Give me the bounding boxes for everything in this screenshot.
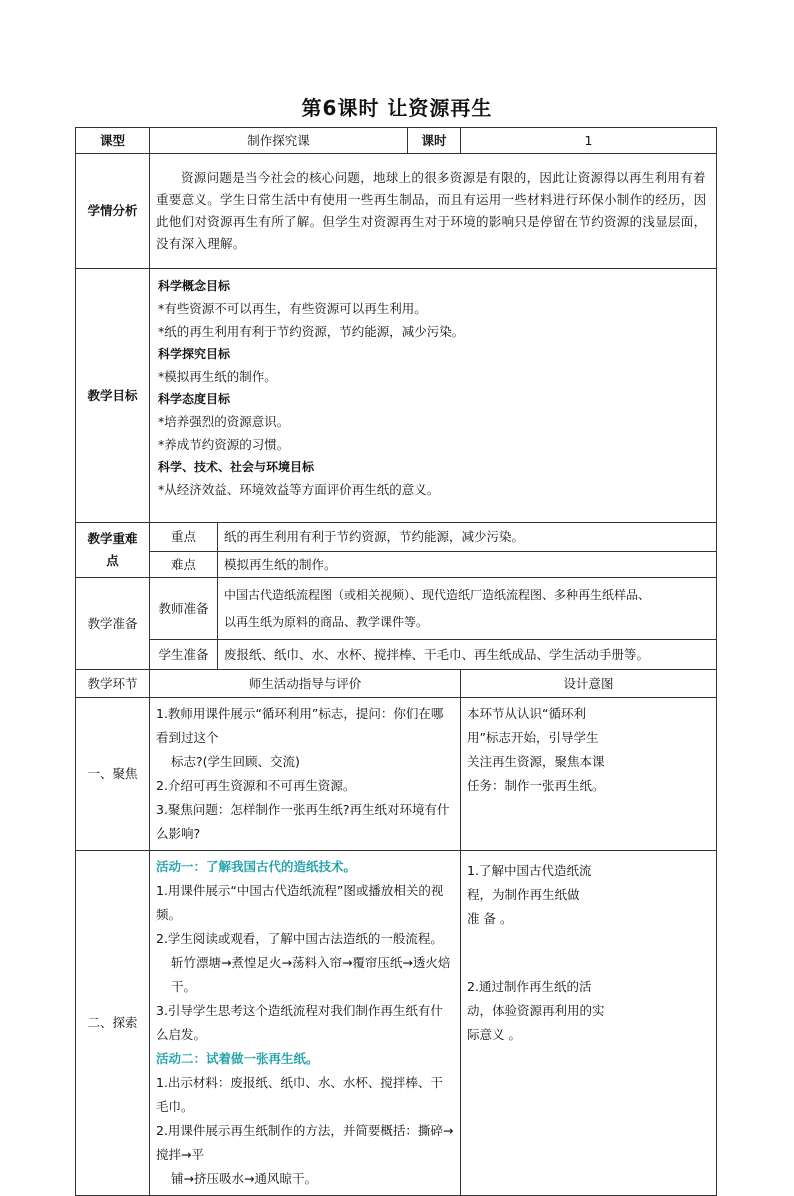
goal-heading: 科学、技术、社会与环境目标 <box>158 460 315 474</box>
table-row <box>76 698 717 851</box>
difficulty-label: 难点 <box>150 552 218 578</box>
goals-content <box>150 269 717 523</box>
type-value: 制作探究课 <box>150 128 408 154</box>
stage2-intent <box>461 851 717 1196</box>
activity-line: 1.出示材料：废报纸、纸巾、水、水杯、搅拌棒、干毛巾。 <box>156 1075 443 1114</box>
activity-line: 1.教师用课件展示“循环利用”标志，提问：你们在哪看到过这个 <box>156 706 444 745</box>
activity-line: 1.用课件展示“中国古代造纸流程”图或播放相关的视频。 <box>156 883 444 922</box>
analysis-text: 资源问题是当今社会的核心问题，地球上的很多资源是有限的，因此让资源得以再生利用有着重要意义。学生日常生活中有使用一些再生制品，而且有运用一些材料进行环保小制作的经历，因此他们对资源再生有所了解。但学生对资源再生对于环境的影响只是停留在节约资源的浅显层面，没有深入理解。 <box>150 154 717 269</box>
intent-line: 任务：制作一张再生纸。 <box>467 778 605 793</box>
stage1-activities <box>150 698 461 851</box>
intent-line: 1.了解中国古代造纸流 <box>467 863 592 878</box>
page-title: 第6课时 让资源再生 <box>301 96 493 120</box>
goal-item: *有些资源不可以再生，有些资源可以再生利用。 <box>158 301 427 316</box>
activity-line: 3.引导学生思考这个造纸流程对我们制作再生纸有什么启发。 <box>156 1003 443 1042</box>
intent-line: 准 备 。 <box>467 911 513 926</box>
student-prep-text: 废报纸、纸巾、水、水杯、搅拌棒、干毛巾、再生纸成品、学生活动手册等。 <box>218 640 717 670</box>
analysis-label: 学情分析 <box>76 154 150 269</box>
teacher-prep-line: 中国古代造纸流程图（或相关视频）、现代造纸厂造纸流程图、多种再生纸样品、 <box>224 587 651 602</box>
stage2-label: 二、探索 <box>76 851 150 1196</box>
intent-line: 2.通过制作再生纸的活 <box>467 979 592 994</box>
teacher-prep-line: 以再生纸为原料的商品、教学课件等。 <box>224 614 429 629</box>
activity-line: 2.介绍可再生资源和不可再生资源。 <box>156 778 356 793</box>
activity-line: 3.聚焦问题：怎样制作一张再生纸?再生纸对环境有什么影响? <box>156 802 450 841</box>
activity-line: 标志?(学生回顾、交流) <box>171 754 300 769</box>
intent-col-header: 设计意图 <box>461 670 717 698</box>
table-row <box>76 552 717 578</box>
activity-line: 2.用课件展示再生纸制作的方法，并简要概括：撕碎→搅拌→平 <box>156 1123 454 1162</box>
activity-line: 铺→挤压吸水→通风晾干。 <box>171 1171 317 1186</box>
stage-col-header: 教学环节 <box>76 670 150 698</box>
activity-heading: 活动一：了解我国古代的造纸技术。 <box>156 859 357 874</box>
table-row <box>76 670 717 698</box>
focus-label: 重点 <box>150 523 218 552</box>
goal-item: *养成节约资源的习惯。 <box>158 437 290 452</box>
table-row <box>76 269 717 523</box>
teacher-prep-text <box>218 578 717 640</box>
goal-item: *从经济效益、环境效益等方面评价再生纸的意义。 <box>158 482 440 497</box>
table-row <box>76 640 717 670</box>
spacer <box>467 931 710 975</box>
stage1-intent <box>461 698 717 851</box>
goal-heading: 科学概念目标 <box>158 279 231 293</box>
goal-heading: 科学态度目标 <box>158 392 231 406</box>
difficulty-text: 模拟再生纸的制作。 <box>218 552 717 578</box>
goal-item: *纸的再生利用有利于节约资源，节约能源，减少污染。 <box>158 324 465 339</box>
type-label: 课型 <box>76 128 150 154</box>
activity-heading: 活动二：试着做一张再生纸。 <box>156 1051 319 1066</box>
intent-line: 际意义 。 <box>467 1027 521 1042</box>
period-value: 1 <box>461 128 717 154</box>
table-row <box>76 523 717 552</box>
student-prep-label: 学生准备 <box>150 640 218 670</box>
prep-label: 教学准备 <box>76 578 150 670</box>
teacher-prep-label: 教师准备 <box>150 578 218 640</box>
goals-label: 教学目标 <box>76 269 150 523</box>
goal-item: *模拟再生纸的制作。 <box>158 369 277 384</box>
goal-item: *培养强烈的资源意识。 <box>158 414 290 429</box>
activity-line: 2.学生阅读或观看，了解中国古法造纸的一般流程。 <box>156 931 443 946</box>
stage1-label: 一、聚焦 <box>76 698 150 851</box>
goal-heading: 科学探究目标 <box>158 347 231 361</box>
table-row <box>76 851 717 1196</box>
table-row <box>76 128 717 154</box>
intent-line: 关注再生资源，聚焦本课 <box>467 754 605 769</box>
table-row <box>76 578 717 640</box>
intent-line: 用”标志开始，引导学生 <box>467 730 599 745</box>
stage2-activities <box>150 851 461 1196</box>
focus-text: 纸的再生利用有利于节约资源，节约能源，减少污染。 <box>218 523 717 552</box>
intent-line: 本环节从认识“循环利 <box>467 706 586 721</box>
activity-line: 斩竹漂塘→煮惶足火→荡料入帘→覆帘压纸→透火焙干。 <box>171 955 451 994</box>
keypoints-label: 教学重难点 <box>76 523 150 578</box>
period-label: 课时 <box>408 128 461 154</box>
lesson-plan-table <box>75 127 717 1196</box>
table-row <box>76 154 717 269</box>
intent-line: 程，为制作再生纸做 <box>467 887 580 902</box>
activity-col-header: 师生活动指导与评价 <box>150 670 461 698</box>
intent-line: 动，体验资源再利用的实 <box>467 1003 605 1018</box>
